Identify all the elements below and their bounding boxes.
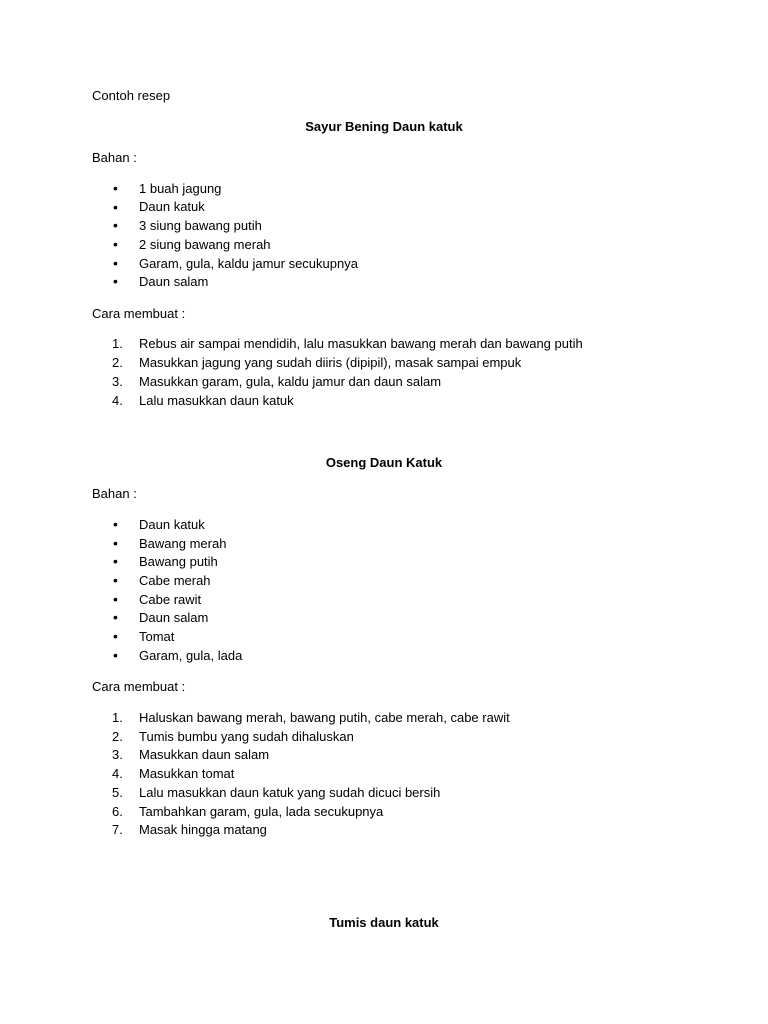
recipe-1-ingredients-label: Bahan : xyxy=(92,150,137,165)
step-number: 2. xyxy=(112,355,123,370)
bullet-marker: • xyxy=(113,647,118,663)
list-item-text: Masak hingga matang xyxy=(139,822,267,837)
bullet-marker: • xyxy=(113,609,118,625)
list-item-text: Tambahkan garam, gula, lada secukupnya xyxy=(139,804,384,819)
intro-text: Contoh resep xyxy=(92,88,171,103)
step-number: 5. xyxy=(112,785,123,800)
list-item-text: Bawang putih xyxy=(139,554,218,569)
bullet-marker: • xyxy=(113,217,118,233)
bullet-marker: • xyxy=(113,572,118,588)
recipe-1-title: Sayur Bening Daun katuk xyxy=(305,119,463,134)
bullet-marker: • xyxy=(113,553,118,569)
step-number: 1. xyxy=(112,336,123,351)
bullet-marker: • xyxy=(113,516,118,532)
recipe-2-ingredients-label: Bahan : xyxy=(92,486,137,501)
step-number: 2. xyxy=(112,729,123,744)
list-item-text: Masukkan tomat xyxy=(139,766,235,781)
bullet-marker: • xyxy=(113,180,118,196)
list-item-text: Haluskan bawang merah, bawang putih, cabe merah, cabe rawit xyxy=(139,710,510,725)
bullet-marker: • xyxy=(113,236,118,252)
list-item-text: Daun katuk xyxy=(139,517,205,532)
bullet-marker: • xyxy=(113,255,118,271)
list-item-text: Daun salam xyxy=(139,274,209,289)
step-number: 3. xyxy=(112,747,123,762)
recipe-1-steps-label: Cara membuat : xyxy=(92,306,186,321)
step-number: 1. xyxy=(112,710,123,725)
bullet-marker: • xyxy=(113,199,118,215)
list-item-text: Rebus air sampai mendidih, lalu masukkan bawang merah dan bawang putih xyxy=(139,336,583,351)
list-item-text: Daun salam xyxy=(139,610,209,625)
step-number: 3. xyxy=(112,374,123,389)
recipe-2-title: Oseng Daun Katuk xyxy=(325,455,443,470)
list-item-text: Bawang merah xyxy=(139,536,227,551)
list-item-text: Tumis bumbu yang sudah dihaluskan xyxy=(139,729,354,744)
list-item-text: Daun katuk xyxy=(139,199,205,214)
list-item-text: Lalu masukkan daun katuk xyxy=(139,393,294,408)
bullet-marker: • xyxy=(113,535,118,551)
list-item-text: Cabe rawit xyxy=(139,592,202,607)
list-item-text: Garam, gula, lada xyxy=(139,648,243,663)
bullet-marker: • xyxy=(113,591,118,607)
list-item-text: Lalu masukkan daun katuk yang sudah dicuci bersih xyxy=(139,785,441,800)
list-item-text: 3 siung bawang putih xyxy=(139,218,262,233)
list-item-text: 1 buah jagung xyxy=(139,181,222,196)
step-number: 6. xyxy=(112,804,123,819)
step-number: 4. xyxy=(112,766,123,781)
list-item-text: Masukkan jagung yang sudah diiris (dipipil), masak sampai empuk xyxy=(139,355,522,370)
list-item-text: Garam, gula, kaldu jamur secukupnya xyxy=(139,256,358,271)
list-item-text: Tomat xyxy=(139,629,175,644)
bullet-marker: • xyxy=(113,273,118,289)
list-item-text: Masukkan garam, gula, kaldu jamur dan daun salam xyxy=(139,374,442,389)
recipe-2-steps-label: Cara membuat : xyxy=(92,679,186,694)
step-number: 4. xyxy=(112,393,123,408)
list-item-text: Masukkan daun salam xyxy=(139,747,270,762)
recipe-3-title: Tumis daun katuk xyxy=(329,915,439,930)
bullet-marker: • xyxy=(113,628,118,644)
list-item-text: Cabe merah xyxy=(139,573,211,588)
list-item-text: 2 siung bawang merah xyxy=(139,237,271,252)
step-number: 7. xyxy=(112,822,123,837)
